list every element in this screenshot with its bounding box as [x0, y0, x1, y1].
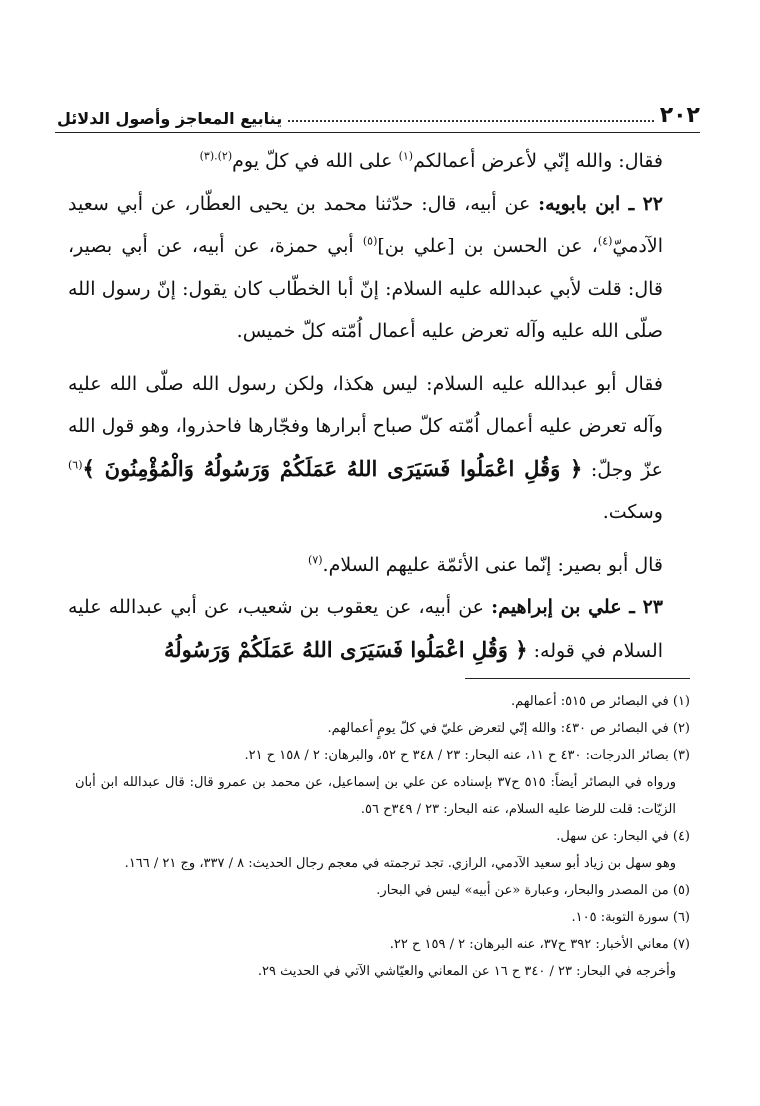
footnote-7: (٧) معاني الأخبار: ٣٩٢ ح٣٧، عنه البرهان: ٢ / ١٥٩ ح ٢٢.: [389, 937, 690, 952]
footnote-6: (٦) سورة التوبة: ١٠٥.: [571, 910, 690, 925]
footnote-4-continuation: وهو سهل بن زياد أبو سعيد الآدمي، الرازي. تجد ترجمته في معجم رجال الحديث: ٨ / ٣٣٧، وج ٢١ / ١٦٦.: [124, 856, 676, 871]
narrator-name: ابن بابويه:: [538, 192, 621, 215]
paragraph-hadith-22: ٢٢ ـ ابن بابويه: عن أبيه، قال: حدّثنا محمد بن يحيى العطّار، عن أبي سعيد الآدميّ$^{(٤)}$، عن الحسن بن [علي بن]$^{(٥)}$ أبي حمزة، عن أبيه، عن أبي بصير، قال: قلت لأبي عبدالله عليه السلام: إنّ أبا الخطّاب كان يقول: إنّ رسول الله صلّى الله عليه وآله تعرض عليه أعمال اُمّته كلّ خميس.: [68, 192, 663, 342]
paragraph-3: فقال أبو عبدالله عليه السلام: ليس هكذا، ولكن رسول الله صلّى الله عليه وآله تعرض عليه أعمال اُمّته كلّ صباح أبرارها وفجّارها فاحذروا، وهو قول الله عزّ وجلّ: ﴿ وَقُلِ اعْمَلُوا فَسَيَرَى اللهُ عَمَلَكُمْ وَرَسُولُهُ وَالْمُؤْمِنُونَ ﴾$^{(٦)}$ وسكت.: [68, 372, 663, 523]
footnote-ref-4: (٤): [597, 234, 613, 248]
header-dotted-leader: [288, 120, 653, 122]
footnote-7-continuation: وأخرجه في البحار: ٢٣ / ٣٤٠ ح ١٦ عن المعاني والعيّاشي الآتي في الحديث ٢٩.: [257, 964, 676, 979]
footnote-1: (١) في البصائر ص ٥١٥: أعمالهم.: [510, 694, 690, 709]
page-number: ٢٠٢: [659, 103, 700, 128]
quran-verse: ﴿ وَقُلِ اعْمَلُوا فَسَيَرَى اللهُ عَمَلَكُمْ وَرَسُولُهُ وَالْمُؤْمِنُونَ ﴾: [82, 455, 583, 481]
footnote-4: (٤) في البحار: عن سهل.: [556, 829, 690, 844]
running-title: ينابيع المعاجز وأصول الدلائل: [57, 109, 283, 128]
main-text: [68, 140, 685, 672]
footnote-3-continuation: ورواه في البصائر أيضاً: ٥١٥ ح٣٧ بإسناده عن علي بن إسماعيل، عن محمد بن عمرو قال: قال عبدالله ابن أبان الزيّات: قلت للرضا عليه السلام، عنه البحار: ٢٣ / ٣٤٩ح ٥٦.: [75, 775, 677, 817]
paragraph-1: فقال: والله إنّي لأعرض أعمالكم$^{(١)}$ على الله في كلّ يوم$^{(٢).(٣)}$: [199, 149, 663, 172]
paragraph-hadith-23: ٢٣ ـ علي بن إبراهيم: عن أبيه، عن يعقوب بن شعيب، عن أبي عبدالله عليه السلام في قوله: ﴿ وَقُلِ اعْمَلُوا فَسَيَرَى اللهُ عَمَلَكُمْ وَرَسُولُهُ: [68, 596, 663, 662]
footnote-ref-6: (٦): [68, 458, 83, 472]
footnote-ref-7: (٧): [308, 553, 323, 567]
footnote-2: (٢) في البصائر ص ٤٣٠: والله إنّي لتعرض عليّ في كلّ يومٍ أعمالهم.: [327, 721, 690, 736]
footnote-5: (٥) من المصدر والبحار، وعبارة «عن أبيه» ليس في البحار.: [376, 883, 690, 898]
quran-verse: ﴿ وَقُلِ اعْمَلُوا فَسَيَرَى اللهُ عَمَلَكُمْ وَرَسُولُهُ: [164, 636, 528, 662]
footnote-3: (٣) بصائر الدرجات: ٤٣٠ ح ١١، عنه البحار: ٢٣ / ٣٤٨ ح ٥٢، والبرهان: ٢ / ١٥٨ ح ٢١.: [244, 748, 690, 763]
footnotes: [75, 688, 690, 985]
hadith-number: ٢٣ ـ: [621, 596, 663, 618]
narrator-name: علي بن إبراهيم:: [491, 596, 622, 618]
footnote-ref-1: (١): [398, 149, 414, 163]
hadith-number: ٢٢ ـ: [620, 192, 663, 215]
paragraph-4: قال أبو بصير: إنّما عنى الأئمّة عليهم السلام.$^{(٧)}$: [308, 553, 663, 576]
footnote-separator: [465, 678, 690, 679]
page-header: [55, 92, 700, 133]
footnote-ref-2-3: (٢).(٣): [199, 149, 233, 163]
footnote-ref-5: (٥): [362, 234, 378, 248]
